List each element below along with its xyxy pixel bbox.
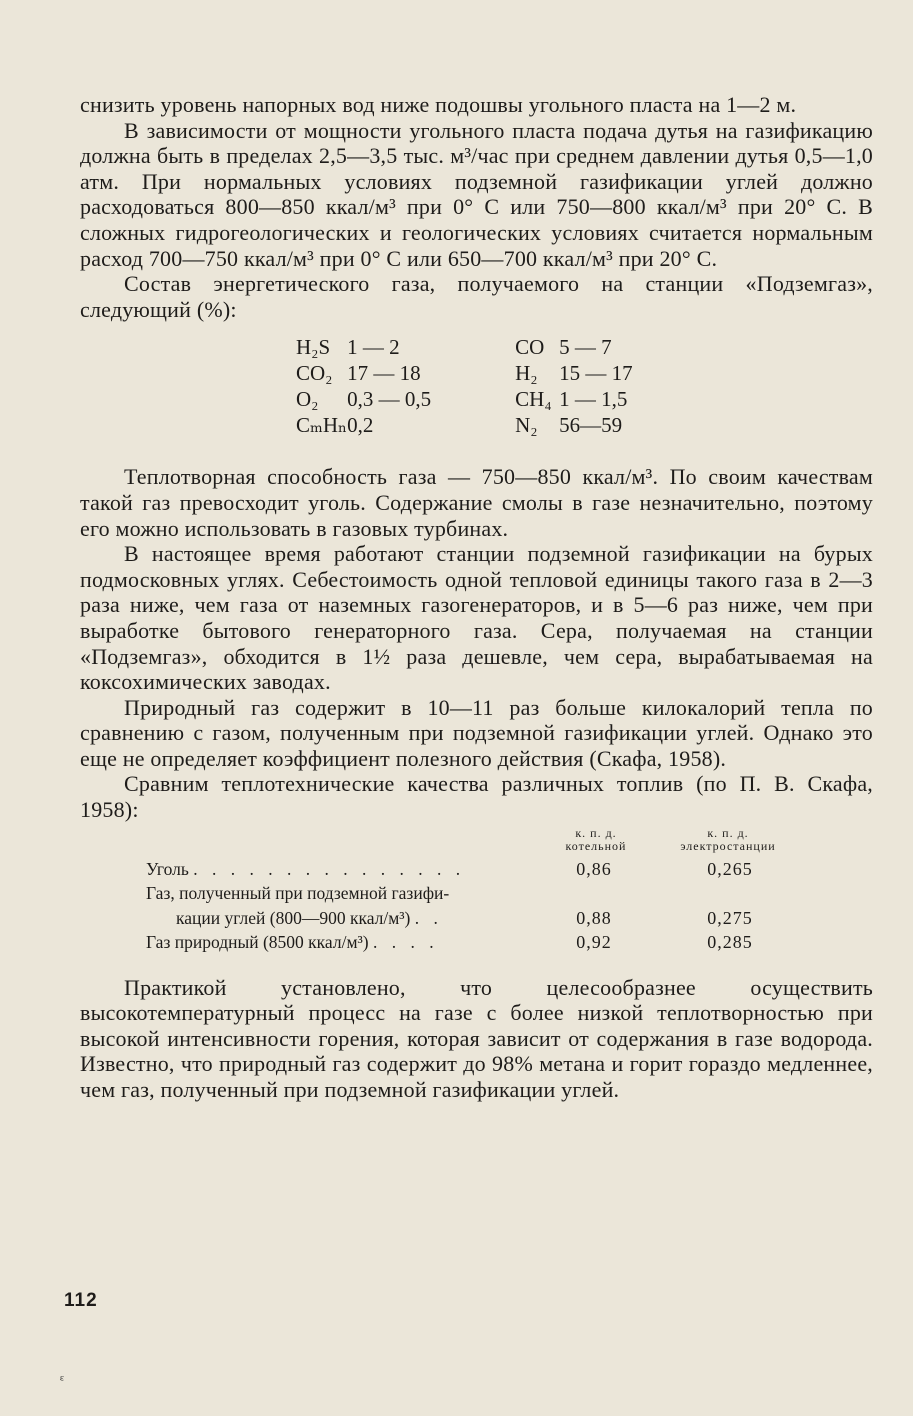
value: 0,3 — 0,5 (347, 387, 432, 412)
formula: H₂S (296, 335, 331, 360)
value: 0,2 (347, 413, 374, 438)
table-row (146, 881, 806, 906)
paragraph-3: Состав энергетического газа, получаемого на станции «Подземгаз», следующий (%): (80, 271, 873, 322)
value: 15 — 17 (559, 361, 633, 386)
column-header-boiler: к. п. д. котельной (565, 825, 627, 853)
formula: CₘHₙ (296, 413, 348, 438)
value: 1 — 1,5 (559, 387, 628, 412)
row-label: Газ природный (8500 ккал/м³) (146, 932, 369, 953)
dot-leader: . . . . (372, 932, 439, 953)
formula: CO₂ (296, 361, 333, 386)
boiler-efficiency: 0,88 (576, 907, 612, 928)
row-label: Уголь (146, 858, 189, 879)
paragraph-2: В зависимости от мощности угольного пласта подача дутья на газификацию должна быть в пределах 2,5—3,5 тыс. м³/час при среднем давлении дутья 0,5—1,0 атм. При нормальных условиях подземной газификации углей должно расходоваться 800—850 ккал/м³ при 0° С или 750—800 ккал/м³ при 20° С. В сложных гидрогеологических и геологических условиях считается нормальным расход 700—750 ккал/м³ при 0° С или 650—700 ккал/м³ при 20° С. (80, 117, 873, 271)
value: 5 — 7 (559, 335, 612, 360)
paragraph-1: снизить уровень напорных вод ниже подошвы угольного пласта на 1—2 м. (80, 92, 797, 117)
formula: CH₄ (515, 387, 552, 412)
paragraph-8: Практикой установлено, что целесообразнее осуществить высокотемпературный процесс на газе с более низкой теплотворностью при высокой интенсивности горения, которая зависит от содержания в газе водорода. Известно, что природный газ содержит до 98% метана и горит гораздо медленнее, чем газ, полученный при подземной газификации углей. (80, 974, 873, 1103)
column-header-power-plant: к. п. д. электростанции (680, 825, 776, 853)
power-plant-efficiency: 0,275 (707, 907, 753, 928)
value: 17 — 18 (347, 361, 421, 386)
row-label: кации углей (800—900 ккал/м³) (176, 907, 411, 928)
table-row (296, 386, 716, 412)
boiler-efficiency: 0,86 (576, 858, 612, 879)
dot-leader: . . . . . . . . . . . . . . . (193, 858, 466, 879)
table-row (296, 412, 716, 438)
paragraph-7: Сравним теплотехнические качества различных топлив (по П. В. Скафа, 1958): (80, 771, 873, 823)
gas-composition-table (296, 334, 716, 438)
table-row (146, 930, 806, 955)
power-plant-efficiency: 0,265 (707, 858, 753, 879)
table-row (146, 857, 806, 882)
formula: O₂ (296, 387, 319, 412)
stray-ink-mark: ᵋ (60, 1372, 64, 1389)
table-row (296, 360, 716, 386)
row-label: Газ, полученный при подземной газифи- (146, 883, 450, 904)
page-number: 112 (64, 1290, 98, 1311)
paragraph-5: В настоящее время работают станции подземной газификации на бурых подмосковных углях. Себестоимость одной тепловой единицы такого газа в 2—3 раза ниже, чем газа от наземных газогенераторов, и в 5—6 раз ниже, чем при выработке бытового генераторного газа. Сера, получаемая на станции «Подземгаз», обходится в 1½ раза дешевле, чем сера, вырабатываемая на коксохимических заводах. (80, 541, 873, 695)
power-plant-efficiency: 0,285 (707, 932, 753, 953)
efficiency-table-header (146, 827, 806, 857)
paragraph-6: Природный газ содержит в 10—11 раз больше килокалорий тепла по сравнению с газом, полученным при подземной газификации углей. Однако это еще не определяет коэффициент полезного действия (Скафа, 1958). (80, 694, 873, 771)
dot-leader: . . (414, 907, 443, 928)
table-row (296, 334, 716, 360)
page-body (80, 92, 873, 1103)
value: 1 — 2 (347, 335, 400, 360)
table-row (146, 906, 806, 931)
formula: CO (515, 335, 545, 360)
efficiency-table (146, 827, 806, 955)
value: 56—59 (559, 413, 623, 438)
paragraph-4: Теплотворная способность газа — 750—850 ккал/м³. По своим качествам такой газ превосходит уголь. Содержание смолы в газе незначительно, поэтому его можно использовать в газовых турбинах. (80, 464, 873, 541)
formula: N₂ (515, 413, 538, 438)
boiler-efficiency: 0,92 (576, 932, 612, 953)
formula: H₂ (515, 361, 538, 386)
